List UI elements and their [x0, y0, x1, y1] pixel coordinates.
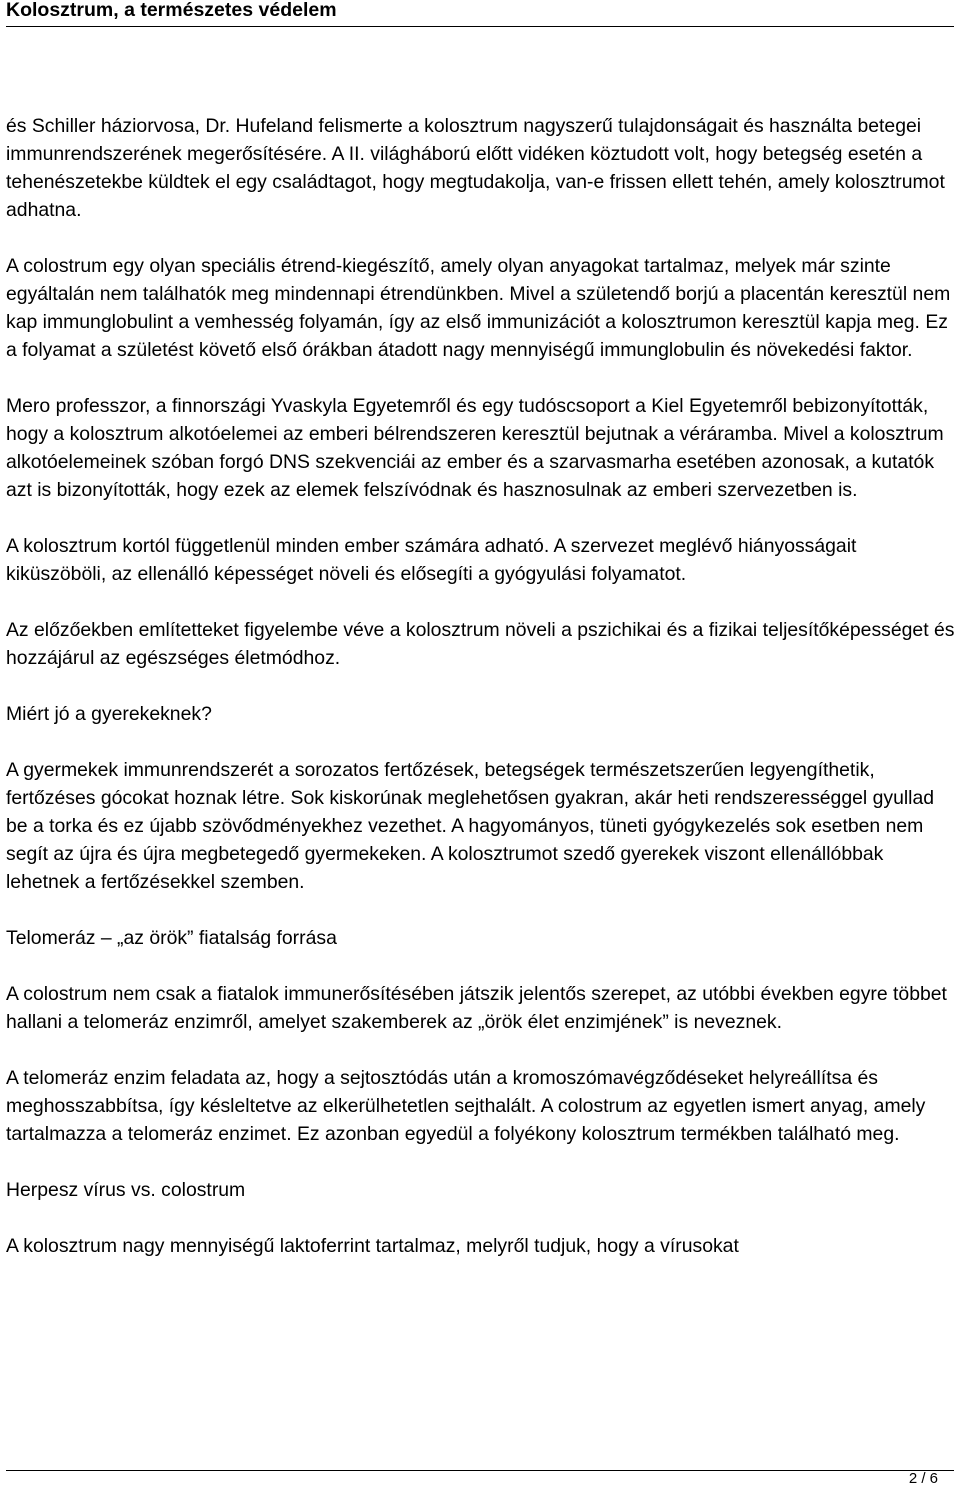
page-number: 2 / 6 [908, 1470, 938, 1487]
heading-telomerase: Telomeráz – „az örök” fiatalság forrása [6, 927, 337, 949]
paragraph-suitable-for-all: A kolosztrum kortól függetlenül minden ember számára adható. A szervezet meglévő hiányosságait kiküszöböli, az ellenálló képességet növeli és elősegíti a gyógyulási folyamatot. [6, 535, 857, 585]
header-divider [6, 26, 954, 27]
document-title: Kolosztrum, a természetes védelem [6, 0, 337, 21]
paragraph-lactoferrin: A kolosztrum nagy mennyiségű laktoferrint tartalmaz, melyről tudjuk, hogy a vírusokat [6, 1235, 739, 1257]
footer-divider [6, 1470, 954, 1471]
document-body [6, 112, 956, 1288]
heading-children: Miért jó a gyerekeknek? [6, 703, 212, 725]
document-header [6, 0, 337, 20]
paragraph-performance: Az előzőekben említetteket figyelembe véve a kolosztrum növeli a pszichikai és a fizikai teljesítőképességet és hozzájárul az egészséges életmódhoz. [6, 619, 955, 669]
paragraph-telomerase-intro: A colostrum nem csak a fiatalok immunerősítésében játszik jelentős szerepet, az utóbbi években egyre többet hallani a telomeráz enzimről, amelyet szakemberek az „örök élet enzimjének” is neveznek. [6, 983, 947, 1033]
paragraph-colostrum-supplement: A colostrum egy olyan speciális étrend-kiegészítő, amely olyan anyagokat tartalmaz, melyek már szinte egyáltalán nem találhatók meg mindennapi étrendünkben. Mivel a születendő borjú a placentán keresztül nem kap immunglobulint a vemhesség folyamán, így az első immunizációt a kolosztrumon keresztül kapja meg. Ez a folyamat a születést követő első órákban átadott nagy mennyiségű immunglobulin és növekedési faktor. [6, 255, 951, 361]
paragraph-schiller-hufeland: és Schiller háziorvosa, Dr. Hufeland felismerte a kolosztrum nagyszerű tulajdonságait és használta betegei immunrendszerének megerősítésére. A II. világháború előtt vidéken köztudott volt, hogy betegség esetén a tehenészetekbe küldtek el egy családtagot, hogy megtudakolja, van-e frissen ellett tehén, amely kolosztrumot adhatna. [6, 115, 945, 221]
paragraph-mero-research: Mero professzor, a finnországi Yvaskyla Egyetemről és egy tudóscsoport a Kiel Egyetemről bebizonyították, hogy a kolosztrum alkotóelemei az emberi bélrendszeren keresztül bejutnak a véráramba. Mivel a kolosztrum alkotóelemeinek szóban forgó DNS szekvenciái az ember és a szarvasmarha esetében azonosak, a kutatók azt is bizonyították, hogy ezek az elemek felszívódnak és hasznosulnak az emberi szervezetben is. [6, 395, 944, 501]
heading-herpes: Herpesz vírus vs. colostrum [6, 1179, 246, 1201]
paragraph-children-immunity: A gyermekek immunrendszerét a sorozatos fertőzések, betegségek természetszerűen legyengíthetik, fertőzéses gócokat hoznak létre. Sok kiskorúnak meglehetősen gyakran, akár heti rendszerességgel gyullad be a torka és ez újabb szövődményekhez vezethet. A hagyományos, tüneti gyógykezelés sok esetben nem segít az újra és újra megbetegedő gyermekeken. A kolosztrumot szedő gyerekek viszont ellenállóbbak lehetnek a fertőzésekkel szemben. [6, 759, 935, 893]
paragraph-telomerase-function: A telomeráz enzim feladata az, hogy a sejtosztódás után a kromoszómavégződéseket helyreállítsa és meghosszabbítsa, így késleltetve az elkerülhetetlen sejthalált. A colostrum az egyetlen ismert anyag, amely tartalmazza a telomeráz enzimet. Ez azonban egyedül a folyékony kolosztrum termékben található meg. [6, 1067, 926, 1145]
